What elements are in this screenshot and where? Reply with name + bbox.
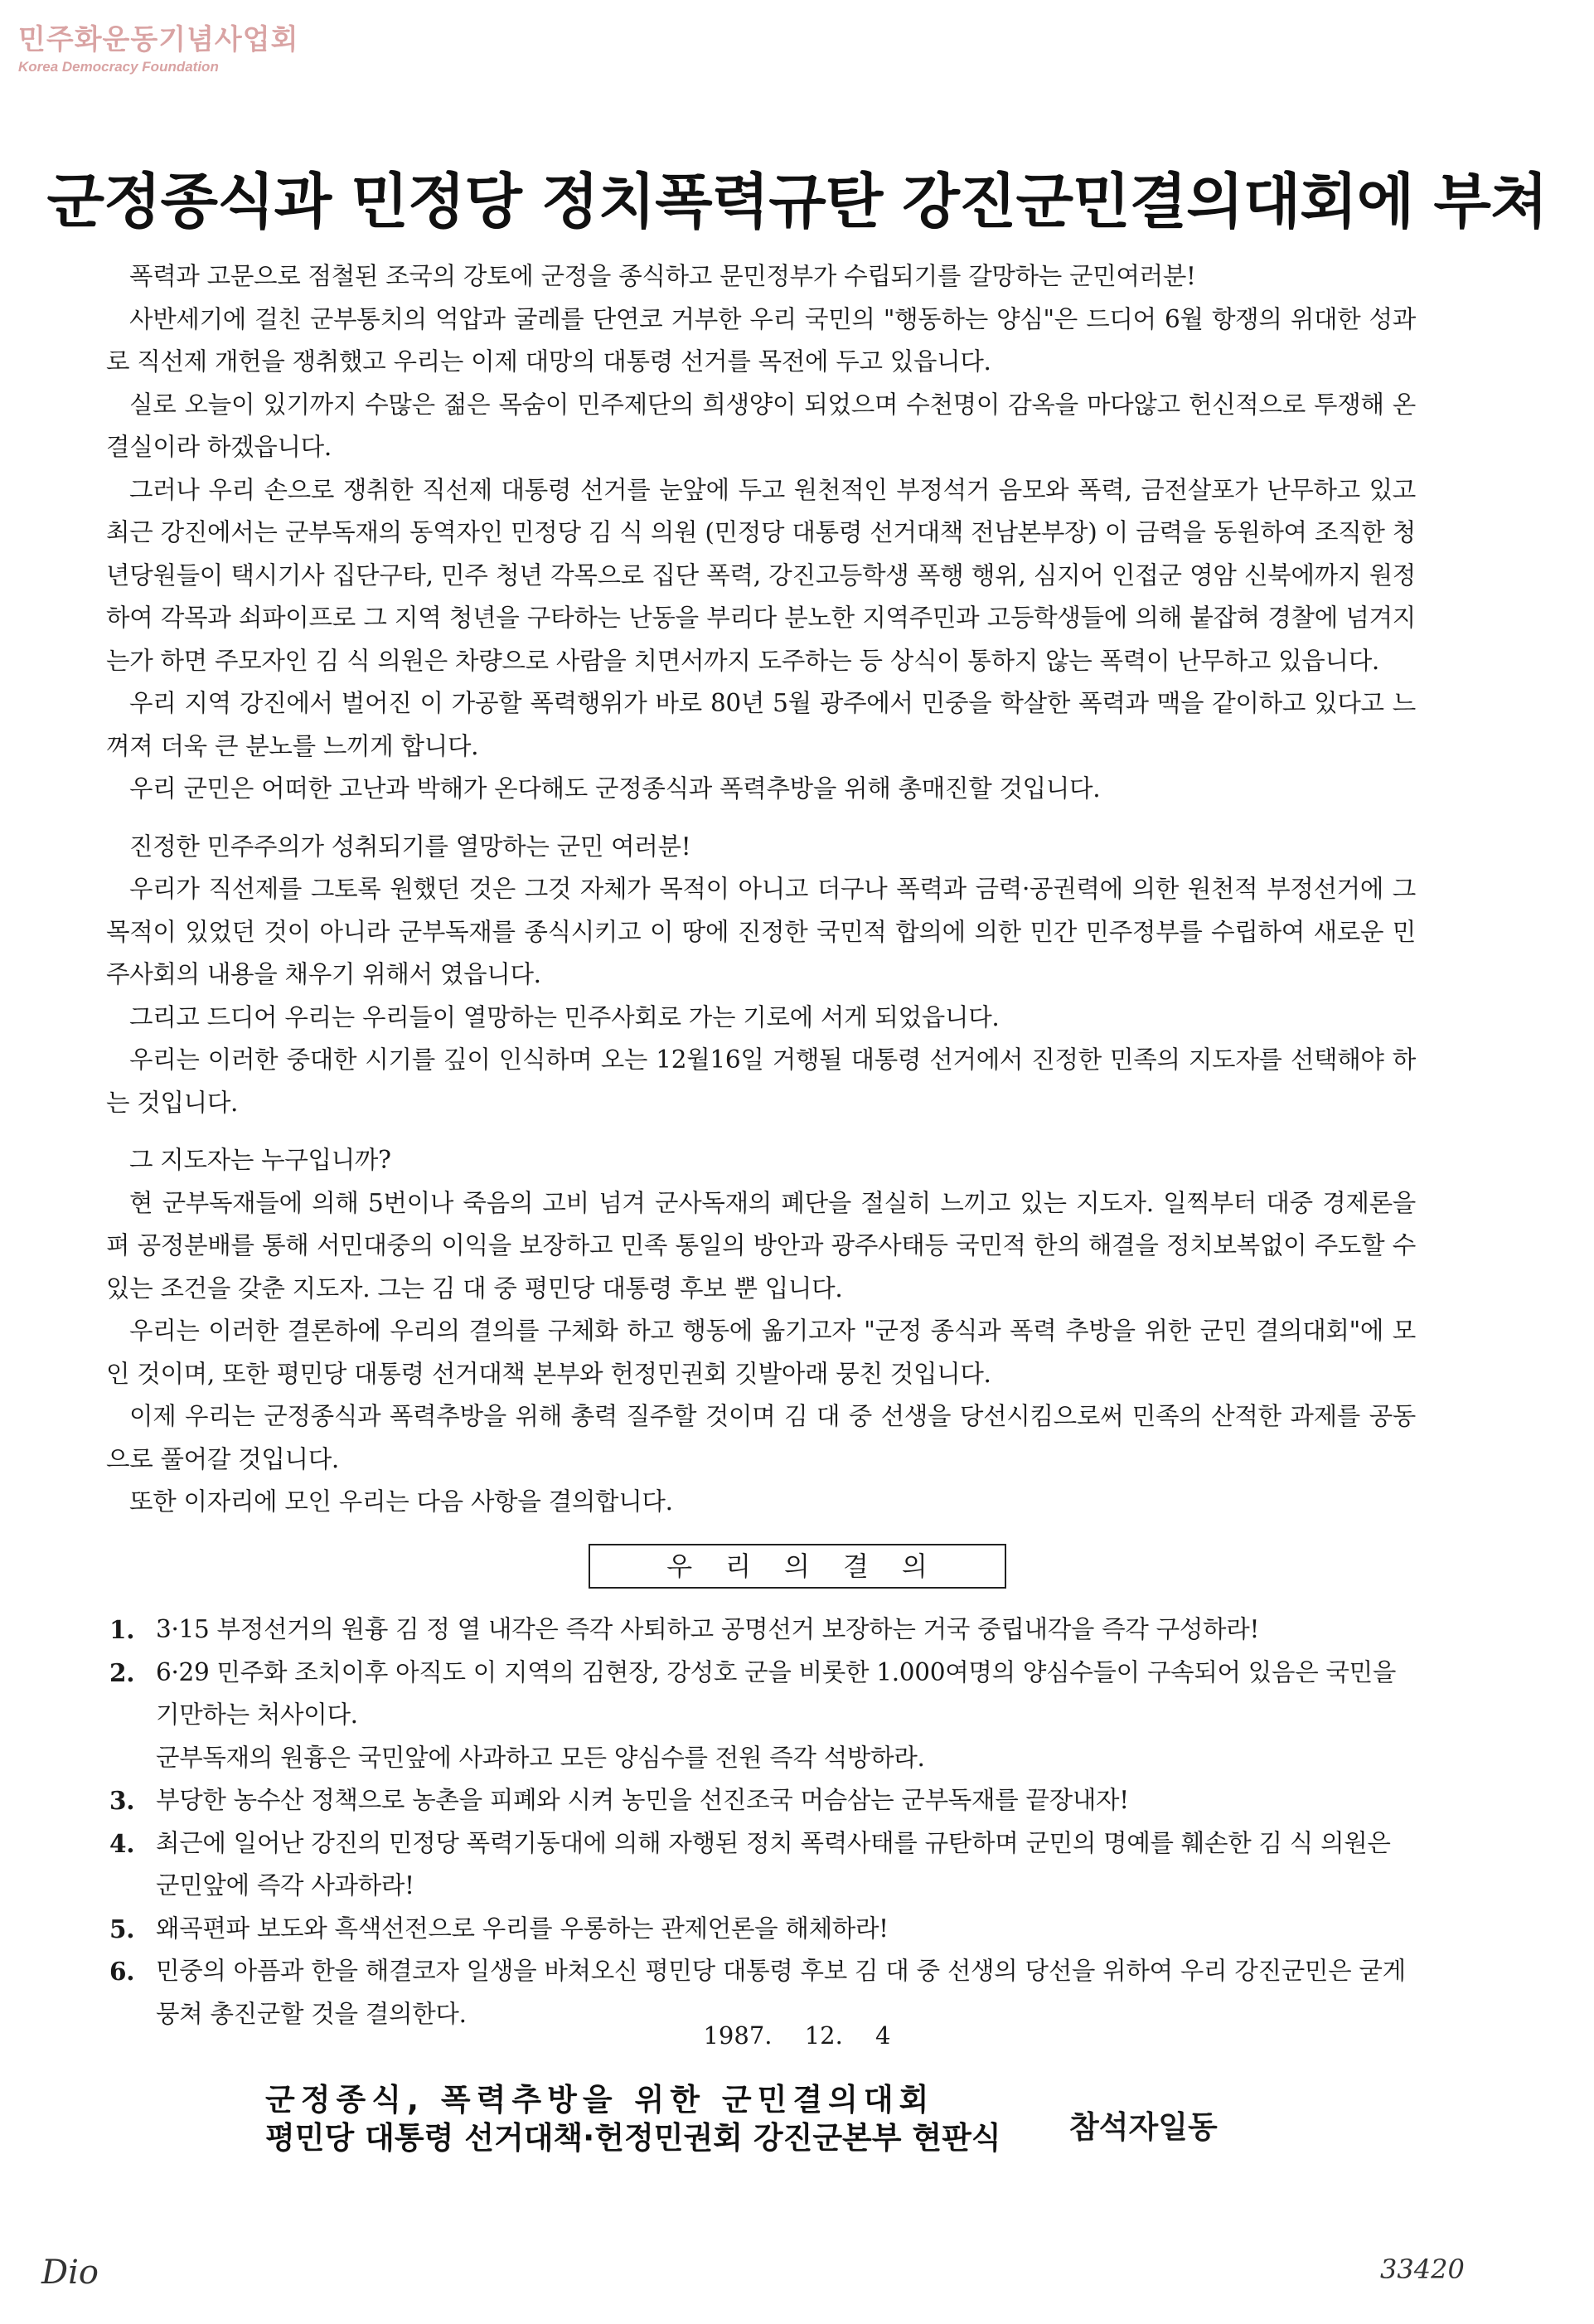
paragraph: 그러나 우리 손으로 쟁취한 직선제 대통령 선거를 눈앞에 두고 원천적인 부정석거 음모와 폭력, 금전살포가 난무하고 있고 최근 강진에서는 군부독재의 동역자인 민정당 김 식 의원 (민정당 대통령 선거대책 전남본부장) 이 금력을 동원하여 조직한 청년당원들이 택시기사 집단구타, 민주 청년 각목으로 집단 폭력, 강진고등학생 폭행 행위, 심지어 인접군 영암 신북에까지 원정하여 각목과 쇠파이프로 그 지역 청년을 구타하는 난동을 부리다 분노한 지역주민과 고등학생들에 의해 붙잡혀 경찰에 넘겨지는가 하면 주모자인 김 식 의원은 차량으로 사람을 치면서까지 도주하는 등 상식이 통하지 않는 폭력이 난무하고 있읍니다. bbox=[106, 475, 1416, 675]
resolution-number: 3. bbox=[109, 1786, 135, 1815]
handwritten-note-left: Dio bbox=[41, 2254, 99, 2292]
resolution-item bbox=[109, 1608, 1415, 1652]
paragraph: 사반세기에 걸친 군부통치의 억압과 굴레를 단연코 거부한 우리 국민의 "행동하는 양심"은 드디어 6월 항쟁의 위대한 성과로 직선제 개헌을 쟁취했고 우리는 이제 대망의 대통령 선거를 목전에 두고 있읍니다. bbox=[106, 304, 1416, 376]
resolution-text: 부당한 농수산 정책으로 농촌을 피폐와 시켜 농민을 선진조국 머슴삼는 군부독재를 끝장내자! bbox=[156, 1786, 1129, 1814]
paragraph: 그 지도자는 누구입니까? bbox=[129, 1146, 391, 1174]
paragraph: 이제 우리는 군정종식과 폭력추방을 위해 총력 질주할 것이며 김 대 중 선생을 당선시킴으로써 민족의 산적한 과제를 공동으로 풀어갈 것입니다. bbox=[106, 1402, 1416, 1473]
document-date: 1987. 12. 4 bbox=[703, 2021, 891, 2050]
paragraph: 우리 지역 강진에서 벌어진 이 가공할 폭력행위가 바로 80년 5월 광주에서 민중을 학살한 폭력과 맥을 같이하고 있다고 느껴져 더욱 큰 분노를 느끼게 합니다. bbox=[106, 689, 1416, 760]
resolution-item bbox=[109, 1779, 1415, 1822]
resolution-text: 6·29 민주화 조치이후 아직도 이 지역의 김현장, 강성호 군을 비롯한 1.000여명의 양심수들이 구속되어 있음은 국민을 기만하는 처사이다. bbox=[156, 1657, 1397, 1729]
resolution-heading: 우리의결의 bbox=[589, 1544, 1006, 1589]
document-title: 군정종식과 민정당 정치폭력규탄 강진군민결의대회에 부쳐 bbox=[46, 167, 1548, 236]
paragraph: 우리는 이러한 중대한 시기를 깊이 인식하며 오는 12월16일 거행될 대통령 선거에서 진정한 민족의 지도자를 선택해야 하는 것입니다. bbox=[106, 1046, 1416, 1117]
signature-block bbox=[265, 2081, 1001, 2157]
resolution-text: 왜곡편파 보도와 흑색선전으로 우리를 우롱하는 관제언론을 해체하라! bbox=[156, 1914, 889, 1943]
resolution-number: 5. bbox=[109, 1914, 135, 1943]
resolution-text: 3·15 부정선거의 원흉 김 정 열 내각은 즉각 사퇴하고 공명선거 보장하는 거국 중립내각을 즉각 구성하라! bbox=[156, 1615, 1259, 1643]
resolution-text: 최근에 일어난 강진의 민정당 폭력기동대에 의해 자행된 정치 폭력사태를 규탄하며 군민의 명예를 훼손한 김 식 의원은 군민앞에 즉각 사과하라! bbox=[156, 1828, 1391, 1899]
paragraph: 우리는 이러한 결론하에 우리의 결의를 구체화 하고 행동에 옮기고자 "군정 종식과 폭력 추방을 위한 군민 결의대회"에 모인 것이며, 또한 평민당 대통령 선거대책 본부와 헌정민권회 깃발아래 뭉친 것입니다. bbox=[106, 1317, 1416, 1388]
watermark-korean: 민주화운동기념사업회 bbox=[18, 23, 299, 56]
resolution-text: 민중의 아픔과 한을 해결코자 일생을 바쳐오신 평민당 대통령 후보 김 대 중 선생의 당선을 위하여 우리 강진군민은 굳게 뭉쳐 총진군할 것을 결의한다. bbox=[156, 1957, 1406, 2028]
watermark-english: Korea Democracy Foundation bbox=[18, 59, 219, 75]
paragraph: 실로 오늘이 있기까지 수많은 젊은 목숨이 민주제단의 희생양이 되었으며 수천명이 감옥을 마다않고 헌신적으로 투쟁해 온 결실이라 하겠읍니다. bbox=[106, 390, 1416, 461]
watermark-logo bbox=[18, 17, 298, 75]
resolution-item bbox=[109, 1908, 1415, 1951]
attendees-label: 참석자일동 bbox=[1069, 2109, 1218, 2145]
paragraph: 또한 이자리에 모인 우리는 다음 사항을 결의합니다. bbox=[129, 1487, 673, 1516]
resolution-number: 1. bbox=[109, 1615, 135, 1644]
resolution-number: 4. bbox=[109, 1828, 135, 1858]
resolution-item bbox=[109, 1822, 1415, 1908]
paragraph: 우리 군민은 어떠한 고난과 박해가 온다해도 군정종식과 폭력추방을 위해 총매진할 것입니다. bbox=[129, 774, 1101, 803]
document-body bbox=[106, 255, 1416, 1524]
paragraph: 진정한 민주주의가 성취되기를 열망하는 군민 여러분! bbox=[129, 832, 691, 861]
signature-line-1: 군정종식, 폭력추방을 위한 군민결의대회 bbox=[265, 2082, 935, 2118]
paragraph: 현 군부독재들에 의해 5번이나 죽음의 고비 넘겨 군사독재의 폐단을 절실히 느끼고 있는 지도자. 일찍부터 대중 경제론을 펴 공정분배를 통해 서민대중의 이익을 보장하고 민족 통일의 방안과 광주사태등 국민적 한의 해결을 정치보복없이 주도할 수 있는 조건을 갖춘 지도자. 그는 김 대 중 평민당 대통령 후보 뿐 입니다. bbox=[106, 1188, 1416, 1303]
resolution-subtext: 군부독재의 원흉은 국민앞에 사과하고 모든 양심수를 전원 즉각 석방하라. bbox=[156, 1743, 925, 1772]
resolution-list bbox=[109, 1608, 1415, 2035]
paragraph: 우리가 직선제를 그토록 원했던 것은 그것 자체가 목적이 아니고 더구나 폭력과 금력·공권력에 의한 원천적 부정선거에 그 목적이 있었던 것이 아니라 군부독재를 종식시키고 이 땅에 진정한 국민적 합의에 의한 민간 민주정부를 수립하여 새로운 민주사회의 내용을 채우기 위해서 였읍니다. bbox=[106, 875, 1416, 988]
paragraph: 그리고 드디어 우리는 우리들이 열망하는 민주사회로 가는 기로에 서게 되었읍니다. bbox=[129, 1002, 1000, 1031]
resolution-heading-wrap bbox=[0, 1544, 1594, 1589]
resolution-number: 6. bbox=[109, 1957, 135, 1986]
signature-line-2: 평민당 대통령 선거대책·헌정민권회 강진군본부 현판식 bbox=[265, 2120, 1001, 2156]
paragraph: 폭력과 고문으로 점철된 조국의 강토에 군정을 종식하고 문민정부가 수립되기를 갈망하는 군민여러분! bbox=[129, 262, 1196, 290]
resolution-number: 2. bbox=[109, 1657, 135, 1687]
resolution-item bbox=[109, 1652, 1415, 1737]
handwritten-note-right: 33420 bbox=[1380, 2254, 1465, 2285]
